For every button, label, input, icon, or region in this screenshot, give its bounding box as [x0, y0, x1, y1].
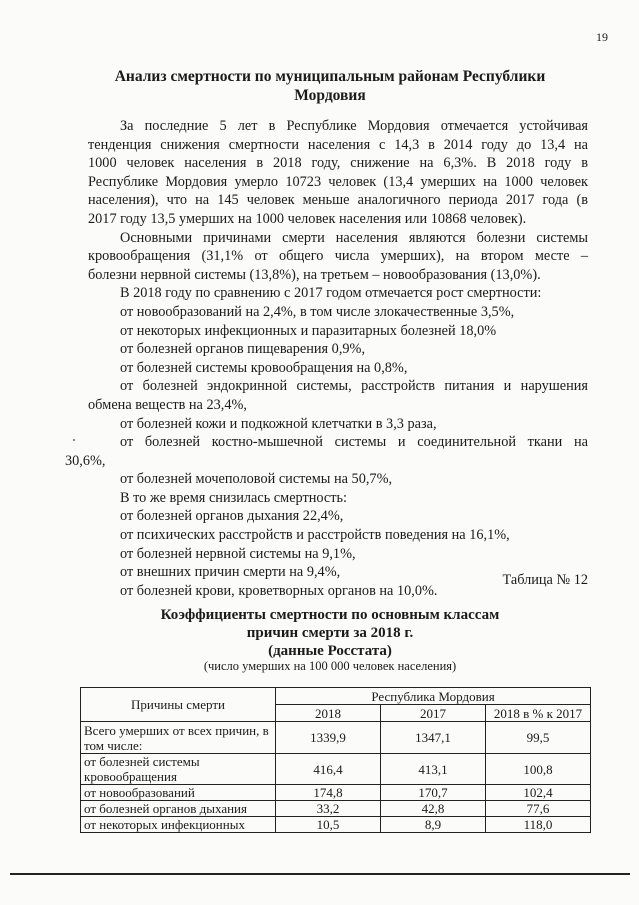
paragraph-1-line: 1000 человек населения в 2018 году, снижение на 6,3%. В 2018 году в: [88, 155, 588, 172]
row-cause: от болезней системы кровообращения: [81, 754, 276, 785]
paragraph-1-line: тенденция снижения смертности населения с 14,3 в 2014 году до 13,4 на: [88, 136, 588, 153]
increase-item-musculoskeletal-cont: 30,6%,: [65, 452, 106, 469]
page-title-line-2: Мордовия: [294, 87, 366, 104]
row-value-2018: 416,4: [276, 754, 381, 785]
decrease-intro: В то же время снизилась смертность:: [120, 489, 347, 506]
footer-rule: [10, 873, 630, 875]
table-title-line-3: (данные Росстата): [268, 643, 392, 659]
decrease-item-mental: от психических расстройств и расстройств поведения на 16,1%,: [120, 527, 510, 544]
row-percent: 99,5: [486, 722, 591, 754]
row-value-2017: 8,9: [381, 817, 486, 833]
paragraph-2-line: кровообращения (31,1% от общего числа умерших), на втором месте –: [88, 248, 588, 265]
row-value-2018: 174,8: [276, 785, 381, 801]
increase-item-digestive: от болезней органов пищеварения 0,9%,: [120, 341, 366, 358]
decrease-item-external: от внешних причин смерти на 9,4%,: [120, 564, 341, 581]
paragraph-1-line: Республике Мордовия умерло 10723 человек (13,4 умерших на 1000 человек: [88, 173, 588, 190]
paragraph-1-line: населения), что на 145 человек меньше аналогичного периода 2017 года (в: [88, 192, 588, 209]
row-value-2018: 10,5: [276, 817, 381, 833]
paragraph-2-line: Основными причинами смерти населения являются болезни системы: [120, 229, 588, 246]
decrease-item-respiratory: от болезней органов дыхания 22,4%,: [120, 508, 344, 525]
table-subtitle: (число умерших на 100 000 человек населения): [203, 659, 457, 673]
page-number: 19: [596, 30, 608, 44]
decrease-item-nervous: от болезней нервной системы на 9,1%,: [120, 545, 356, 562]
table-row: [81, 801, 591, 817]
page-title: [100, 67, 560, 105]
increase-item-genitourinary: от болезней мочеполовой системы на 50,7%,: [120, 471, 393, 488]
paragraph-1-line: За последние 5 лет в Республике Мордовия отмечается устойчивая: [120, 118, 588, 134]
table-row: [81, 754, 591, 785]
increase-item-endocrine: от болезней эндокринной системы, расстройств питания и нарушения: [120, 378, 588, 395]
page-title-line-1: Анализ смертности по муниципальным районам Республики: [114, 68, 546, 85]
paragraph-1-line: 2017 году 13,5 умерших на 1000 человек населения или 10868 человек).: [88, 210, 527, 227]
header-region: Республика Мордовия: [276, 688, 591, 705]
increase-item-endocrine-cont: обмена веществ на 23,4%,: [88, 396, 247, 413]
table-number: Таблица № 12: [502, 572, 588, 588]
row-percent: 102,4: [486, 785, 591, 801]
increase-intro: В 2018 году по сравнению с 2017 годом отмечается рост смертности:: [120, 285, 542, 302]
scan-speck: [73, 439, 75, 441]
table-title-line-2: причин смерти за 2018 г.: [246, 625, 414, 641]
row-value-2017: 1347,1: [381, 722, 486, 754]
header-2017: 2017: [381, 705, 486, 722]
row-percent: 100,8: [486, 754, 591, 785]
row-value-2017: 413,1: [381, 754, 486, 785]
row-percent: 118,0: [486, 817, 591, 833]
row-value-2018: 33,2: [276, 801, 381, 817]
increase-item-musculoskeletal: от болезней костно-мышечной системы и соединительной ткани на: [120, 434, 588, 451]
header-2018: 2018: [276, 705, 381, 722]
row-value-2017: 170,7: [381, 785, 486, 801]
table-row: [81, 722, 591, 754]
row-value-2018: 1339,9: [276, 722, 381, 754]
decrease-item-blood: от болезней крови, кроветворных органов на 10,0%.: [120, 582, 438, 599]
increase-item-infectious: от некоторых инфекционных и паразитарных болезней 18,0%: [120, 322, 497, 339]
row-cause: от болезней органов дыхания: [81, 801, 276, 817]
paragraph-2-line: болезни нервной системы (13,8%), на третьем – новообразования (13,0%).: [88, 266, 541, 283]
body-text: [65, 117, 588, 600]
table-title-line-1: Коэффициенты смертности по основным классам: [160, 607, 500, 623]
header-cause: Причины смерти: [81, 688, 276, 722]
row-percent: 77,6: [486, 801, 591, 817]
table-title: [100, 606, 560, 660]
increase-item-neoplasms: от новообразований на 2,4%, в том числе злокачественные 3,5%,: [120, 303, 515, 320]
table-row: [81, 785, 591, 801]
mortality-table: [80, 687, 591, 833]
row-cause: от новообразований: [81, 785, 276, 801]
row-cause: Всего умерших от всех причин, в том числе:: [81, 722, 276, 754]
increase-item-skin: от болезней кожи и подкожной клетчатки в 3,3 раза,: [120, 415, 437, 432]
table-row: [81, 817, 591, 833]
header-percent: 2018 в % к 2017: [486, 705, 591, 722]
increase-item-circulatory: от болезней системы кровообращения на 0,8%,: [120, 359, 408, 376]
row-cause: от некоторых инфекционных: [81, 817, 276, 833]
row-value-2017: 42,8: [381, 801, 486, 817]
